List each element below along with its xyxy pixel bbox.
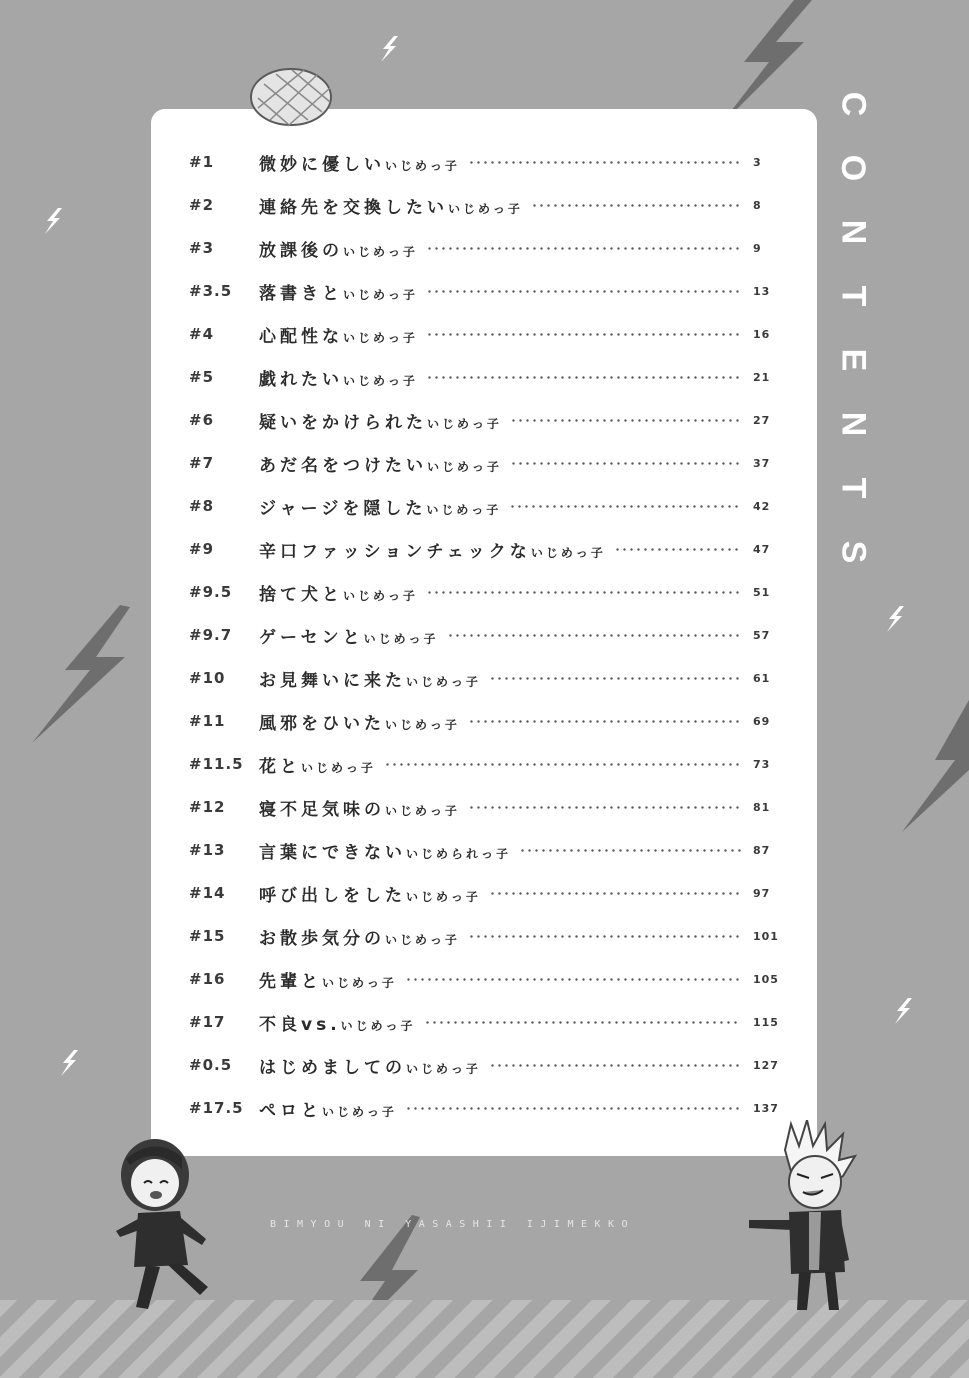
episode-title-suffix: いじめっ子 — [427, 459, 502, 474]
page-number: 3 — [753, 155, 762, 169]
episode-title-suffix: いじめっ子 — [427, 416, 502, 431]
episode-title — [259, 279, 418, 304]
sparkle-bolt-icon — [42, 208, 64, 234]
episode-number: #15 — [189, 927, 226, 945]
toc-entry[interactable] — [189, 708, 789, 734]
episode-title — [259, 365, 418, 390]
dot-leader — [468, 806, 741, 809]
toc-entry[interactable] — [189, 235, 789, 261]
dot-leader — [510, 462, 741, 465]
episode-title — [259, 795, 460, 820]
running-student-character — [110, 1135, 220, 1315]
episode-number: #16 — [189, 970, 226, 988]
episode-title-suffix: いじめっ子 — [426, 502, 502, 517]
contents-letter: S — [834, 540, 872, 564]
episode-title-suffix: いじめっ子 — [385, 803, 460, 818]
episode-title-main: 言葉にできない — [259, 842, 406, 863]
page-number: 42 — [753, 499, 771, 513]
episode-number: #6 — [189, 411, 215, 429]
dot-leader — [510, 419, 741, 422]
pointing-delinquent-character — [745, 1120, 865, 1320]
episode-number: #3 — [189, 239, 215, 257]
episode-number: #11 — [189, 712, 226, 730]
episode-title — [259, 322, 418, 347]
episode-title-main: 風邪をひいた — [259, 713, 385, 734]
lightning-bolt-icon — [900, 700, 969, 835]
toc-entry[interactable] — [189, 536, 789, 562]
episode-title — [259, 924, 460, 949]
melon-pan-icon — [248, 62, 334, 128]
episode-title — [259, 236, 418, 261]
episode-title — [259, 1096, 397, 1121]
dot-leader — [509, 505, 741, 508]
page-number: 51 — [753, 585, 771, 599]
page-number: 27 — [753, 413, 771, 427]
episode-title-main: 微妙に優しい — [259, 154, 385, 175]
page-number: 137 — [753, 1101, 779, 1115]
toc-entry[interactable] — [189, 665, 789, 691]
episode-title — [259, 537, 606, 562]
episode-number: #13 — [189, 841, 226, 859]
toc-entry[interactable] — [189, 923, 789, 949]
sparkle-bolt-icon — [892, 998, 914, 1024]
episode-number: #9.5 — [189, 583, 233, 601]
toc-card — [151, 109, 817, 1156]
episode-title — [259, 408, 502, 433]
episode-number: #2 — [189, 196, 215, 214]
episode-title — [259, 193, 523, 218]
toc-entry[interactable] — [189, 751, 789, 777]
episode-title-main: 戯れたい — [259, 369, 343, 390]
dot-leader — [424, 1021, 741, 1024]
dot-leader — [384, 763, 741, 766]
episode-number: #14 — [189, 884, 226, 902]
episode-title-main: 花と — [259, 756, 301, 777]
episode-title-suffix: いじめられっ子 — [406, 846, 512, 861]
contents-letter: T — [834, 477, 872, 499]
dot-leader — [405, 978, 741, 981]
page-number: 21 — [753, 370, 771, 384]
toc-entry[interactable] — [189, 450, 789, 476]
dot-leader — [614, 548, 741, 551]
episode-number: #17.5 — [189, 1099, 244, 1117]
page-number: 105 — [753, 972, 779, 986]
episode-title-suffix: いじめっ子 — [385, 717, 460, 732]
toc-entry[interactable] — [189, 192, 789, 218]
dot-leader — [426, 591, 741, 594]
episode-title-main: 落書きと — [259, 283, 343, 304]
episode-title-main: ジャージを隠した — [259, 498, 427, 519]
page-number: 8 — [753, 198, 762, 212]
episode-title-main: ゲーセンと — [259, 627, 364, 648]
episode-title-main: ペロと — [259, 1100, 322, 1121]
episode-title-main: 辛口ファッションチェックな — [259, 541, 531, 562]
dot-leader — [489, 677, 741, 680]
episode-title-main: はじめましての — [259, 1057, 406, 1078]
page-number: 16 — [753, 327, 771, 341]
episode-title-suffix: いじめっ子 — [301, 760, 376, 775]
episode-title-suffix: いじめっ子 — [530, 545, 606, 560]
episode-title-suffix: いじめっ子 — [343, 373, 418, 388]
toc-entry[interactable] — [189, 579, 789, 605]
toc-entry[interactable] — [189, 407, 789, 433]
page-number: 97 — [753, 886, 771, 900]
episode-number: #7 — [189, 454, 215, 472]
episode-number: #9 — [189, 540, 215, 558]
episode-title — [259, 451, 502, 476]
page-number: 37 — [753, 456, 771, 470]
episode-title-suffix: いじめっ子 — [406, 1061, 481, 1076]
page-number: 73 — [753, 757, 771, 771]
episode-title-suffix: いじめっ子 — [385, 158, 460, 173]
episode-number: #5 — [189, 368, 215, 386]
contents-heading — [833, 72, 873, 584]
page-number: 47 — [753, 542, 771, 556]
episode-title-main: 寝不足気味の — [259, 799, 385, 820]
episode-title — [259, 752, 376, 777]
page-number: 69 — [753, 714, 771, 728]
episode-number: #4 — [189, 325, 215, 343]
dot-leader — [489, 1064, 741, 1067]
series-subtitle: BIMYOU NI YASASHII IJIMEKKO — [270, 1219, 636, 1230]
episode-title — [259, 623, 439, 648]
page-number: 81 — [753, 800, 771, 814]
episode-title — [259, 838, 511, 863]
episode-title — [259, 666, 481, 691]
toc-entry[interactable] — [189, 278, 789, 304]
toc-entry[interactable] — [189, 364, 789, 390]
episode-title — [259, 580, 418, 605]
toc-entry[interactable] — [189, 966, 789, 992]
episode-title-main: 不良vs. — [259, 1014, 341, 1035]
contents-letter: O — [833, 154, 872, 182]
toc-entry[interactable] — [189, 837, 789, 863]
dot-leader — [405, 1107, 741, 1110]
page-number: 57 — [753, 628, 771, 642]
dot-leader — [426, 247, 741, 250]
episode-title-suffix: いじめっ子 — [343, 287, 418, 302]
page-number: 61 — [753, 671, 771, 685]
episode-title-suffix: いじめっ子 — [340, 1018, 416, 1033]
page-number: 9 — [753, 241, 762, 255]
page-number: 13 — [753, 284, 771, 298]
episode-title-suffix: いじめっ子 — [385, 932, 460, 947]
episode-number: #11.5 — [189, 755, 244, 773]
toc-entry[interactable] — [189, 794, 789, 820]
episode-title — [259, 1053, 481, 1078]
dot-leader — [426, 290, 741, 293]
episode-title-suffix: いじめっ子 — [448, 201, 523, 216]
episode-title-suffix: いじめっ子 — [322, 975, 397, 990]
contents-letter: E — [834, 348, 872, 372]
episode-number: #1 — [189, 153, 215, 171]
toc-entry[interactable] — [189, 1052, 789, 1078]
episode-title-main: お見舞いに来た — [259, 670, 406, 691]
episode-title-suffix: いじめっ子 — [343, 330, 418, 345]
toc-entry[interactable] — [189, 149, 789, 175]
episode-title-suffix: いじめっ子 — [322, 1104, 397, 1119]
page-number: 101 — [753, 929, 779, 943]
episode-title-suffix: いじめっ子 — [363, 631, 439, 646]
episode-number: #9.7 — [189, 626, 233, 644]
dot-leader — [426, 376, 741, 379]
dot-leader — [519, 849, 741, 852]
dot-leader — [468, 935, 741, 938]
dot-leader — [489, 892, 741, 895]
episode-title — [259, 881, 481, 906]
episode-title — [259, 709, 460, 734]
episode-title-main: 先輩と — [259, 971, 322, 992]
episode-title-suffix: いじめっ子 — [343, 244, 418, 259]
page-number: 115 — [753, 1015, 779, 1029]
episode-number: #17 — [189, 1013, 226, 1031]
dot-leader — [531, 204, 741, 207]
sparkle-bolt-icon — [58, 1050, 80, 1076]
episode-title — [259, 967, 397, 992]
episode-title-suffix: いじめっ子 — [406, 889, 481, 904]
dot-leader — [447, 634, 741, 637]
episode-title-suffix: いじめっ子 — [406, 674, 481, 689]
episode-title-main: 連絡先を交換したい — [259, 197, 448, 218]
toc-entry[interactable] — [189, 880, 789, 906]
episode-title — [259, 494, 501, 519]
lightning-bolt-icon — [30, 605, 130, 745]
episode-title-main: あだ名をつけたい — [259, 455, 427, 476]
episode-title — [259, 150, 460, 175]
episode-number: #8 — [189, 497, 215, 515]
episode-number: #12 — [189, 798, 226, 816]
toc-entry[interactable] — [189, 1009, 789, 1035]
contents-letter: N — [834, 219, 872, 245]
episode-title-suffix: いじめっ子 — [343, 588, 418, 603]
dot-leader — [468, 161, 741, 164]
toc-entry[interactable] — [189, 321, 789, 347]
episode-title-main: 呼び出しをした — [259, 885, 406, 906]
page-number: 127 — [753, 1058, 779, 1072]
dot-leader — [426, 333, 741, 336]
toc-entry[interactable] — [189, 493, 789, 519]
episode-number: #10 — [189, 669, 226, 687]
contents-letter: N — [834, 411, 872, 437]
contents-letter: C — [834, 91, 872, 117]
episode-title — [259, 1010, 416, 1035]
sparkle-bolt-icon — [884, 606, 906, 632]
episode-title-main: 捨て犬と — [259, 584, 343, 605]
episode-title-main: お散歩気分の — [259, 928, 385, 949]
episode-title-main: 放課後の — [259, 240, 343, 261]
dot-leader — [468, 720, 741, 723]
episode-title-main: 心配性な — [259, 326, 343, 347]
sparkle-bolt-icon — [378, 36, 400, 62]
episode-number: #3.5 — [189, 282, 233, 300]
toc-entry[interactable] — [189, 622, 789, 648]
page-number: 87 — [753, 843, 771, 857]
toc-entry[interactable] — [189, 1095, 789, 1121]
episode-title-main: 疑いをかけられた — [259, 412, 427, 433]
contents-letter: T — [834, 285, 872, 307]
episode-number: #0.5 — [189, 1056, 233, 1074]
